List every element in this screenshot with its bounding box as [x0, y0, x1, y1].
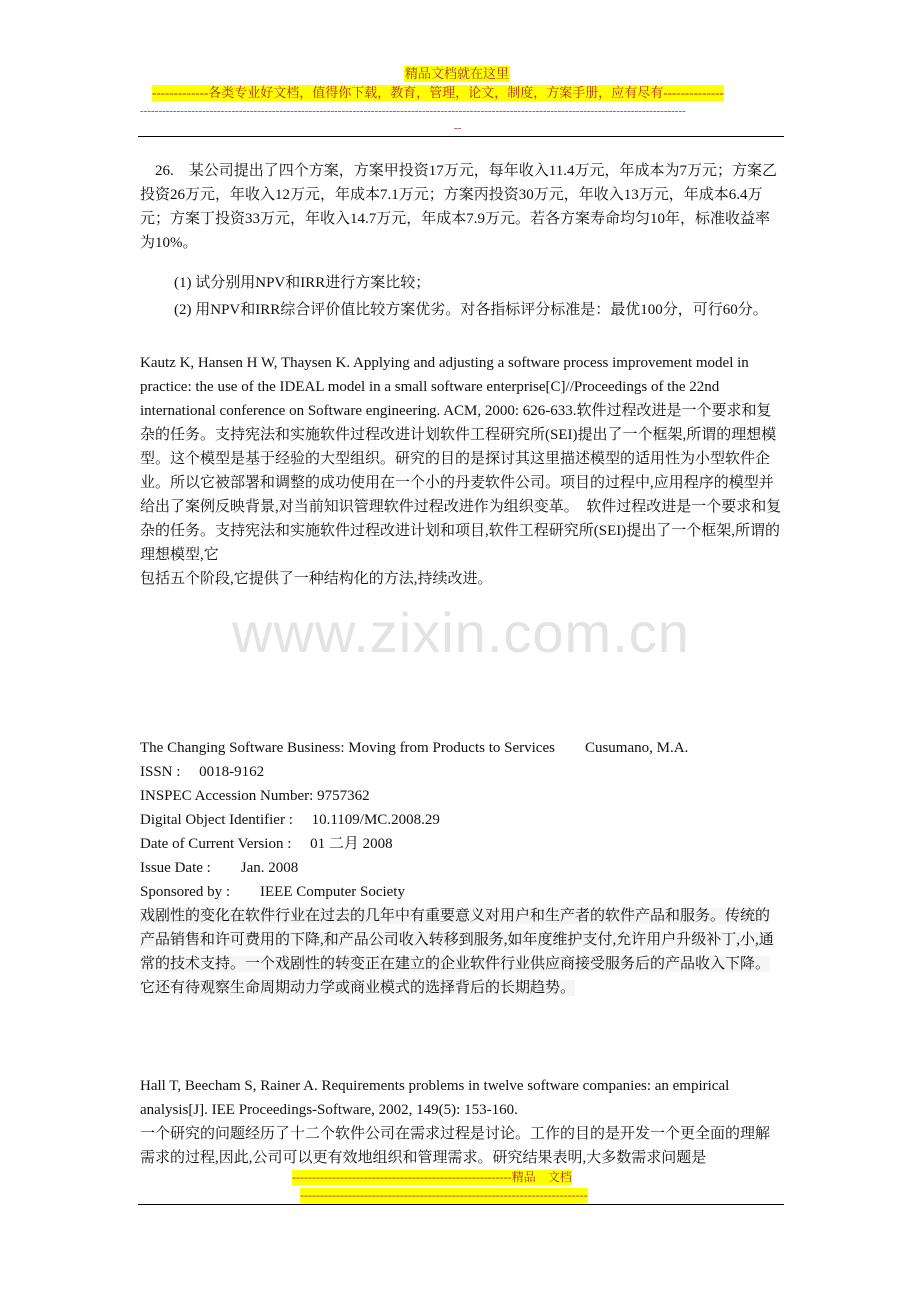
header-title: 精品文档就在这里 [405, 66, 510, 81]
reference-2-issn: ISSN : 0018-9162 [140, 764, 265, 780]
footer-line-2: ------------------------------------------------------------------------ [300, 1188, 588, 1202]
problem-item-1: (1) 试分别用NPV和IRR进行方案比较； [174, 275, 431, 291]
header-dashes: ----------------------------------------------------------------------------------------------------------------------------------------------------- [140, 105, 686, 117]
footer-line-1: -------------------------------------------------------精品 文档 [292, 1170, 572, 1184]
reference-2-date-current: Date of Current Version : 01 二月 2008 [140, 836, 393, 852]
problem-paragraph: 26. 某公司提出了四个方案，方案甲投资17万元，每年收入11.4万元，年成本为7万元；方案乙投资26万元，年收入12万元，年成本7.1万元；方案丙投资30万元，年收入13万元，年成本6.4万元；方案丁投资33万元，年收入14.7万元，年成本7.9万元。若各方案寿命均匀10年，标准收益率为10%。 [140, 163, 777, 251]
reference-2-inspec: INSPEC Accession Number: 9757362 [140, 788, 370, 804]
problem-item-2: (2) 用NPV和IRR综合评价值比较方案优劣。对各指标评分标准是：最优100分，可行60分。 [174, 302, 768, 318]
reference-2-abstract-text: 戏剧性的变化在软件行业在过去的几年中有重要意义对用户和生产者的软件产品和服务。传统的产品销售和许可费用的下降,和产品公司收入转移到服务,如年度维护支付,允许用户升级补丁,小,通常的技术支持。一个戏剧性的转变正在建立的企业软件行业供应商接受服务后的产品收入下降。它还有待观察生命周期动力学或商业模式的选择背后的长期趋势。 [140, 908, 774, 996]
reference-2-sponsor: Sponsored by : IEEE Computer Society [140, 884, 405, 900]
header-dashes-end: -- [454, 122, 462, 134]
reference-2-abstract [140, 904, 784, 1000]
header-rule [138, 136, 784, 137]
reference-3-citation: Hall T, Beecham S, Rainer A. Requirements problems in twelve software companies: an empirical analysis[J]. IEE Proceedings-Software, 2002, 149(5): 153-160. [140, 1078, 730, 1118]
watermark-text: www.zixin.com.cn [232, 601, 690, 664]
header-subtitle: -------------各类专业好文档，值得你下载，教育，管理，论文，制度，方案手册，应有尽有-------------- [152, 85, 724, 100]
reference-2-title: The Changing Software Business: Moving from Products to Services Cusumano, M.A. [140, 740, 689, 756]
reference-2-doi: Digital Object Identifier : 10.1109/MC.2008.29 [140, 812, 440, 828]
reference-3-abstract: 一个研究的问题经历了十二个软件公司在需求过程是讨论。工作的目的是开发一个更全面的理解需求的过程,因此,公司可以更有效地组织和管理需求。研究结果表明,大多数需求问题是 [140, 1126, 771, 1166]
reference-1-text: Kautz K, Hansen H W, Thaysen K. Applying and adjusting a software process improvement model in practice: the use of the IDEAL model in a small software enterprise[C]//Proceedings of the 22nd international conference on Software engineering. ACM, 2000: 626-633.软件过程改进是一个要求和复杂的任务。支持宪法和实施软件过程改进计划软件工程研究所(SEI)提出了一个框架,所谓的理想模型。这个模型是基于经验的大型组织。研究的目的是探讨其这里描述模型的适用性为小型软件企业。所以它被部署和调整的成功使用在一个小的丹麦软件公司。项目的过程中,应用程序的模型并给出了案例反映背景,对当前知识管理软件过程改进作为组织变革。 软件过程改进是一个要求和复杂的任务。支持宪法和实施软件过程改进计划和项目,软件工程研究所(SEI)提出了一个框架,所谓的理想模型,它 [140, 355, 782, 563]
footer-rule [138, 1204, 784, 1205]
reference-2-issue-date: Issue Date : Jan. 2008 [140, 860, 299, 876]
reference-1-last-line: 包括五个阶段,它提供了一种结构化的方法,持续改进。 [140, 571, 493, 587]
